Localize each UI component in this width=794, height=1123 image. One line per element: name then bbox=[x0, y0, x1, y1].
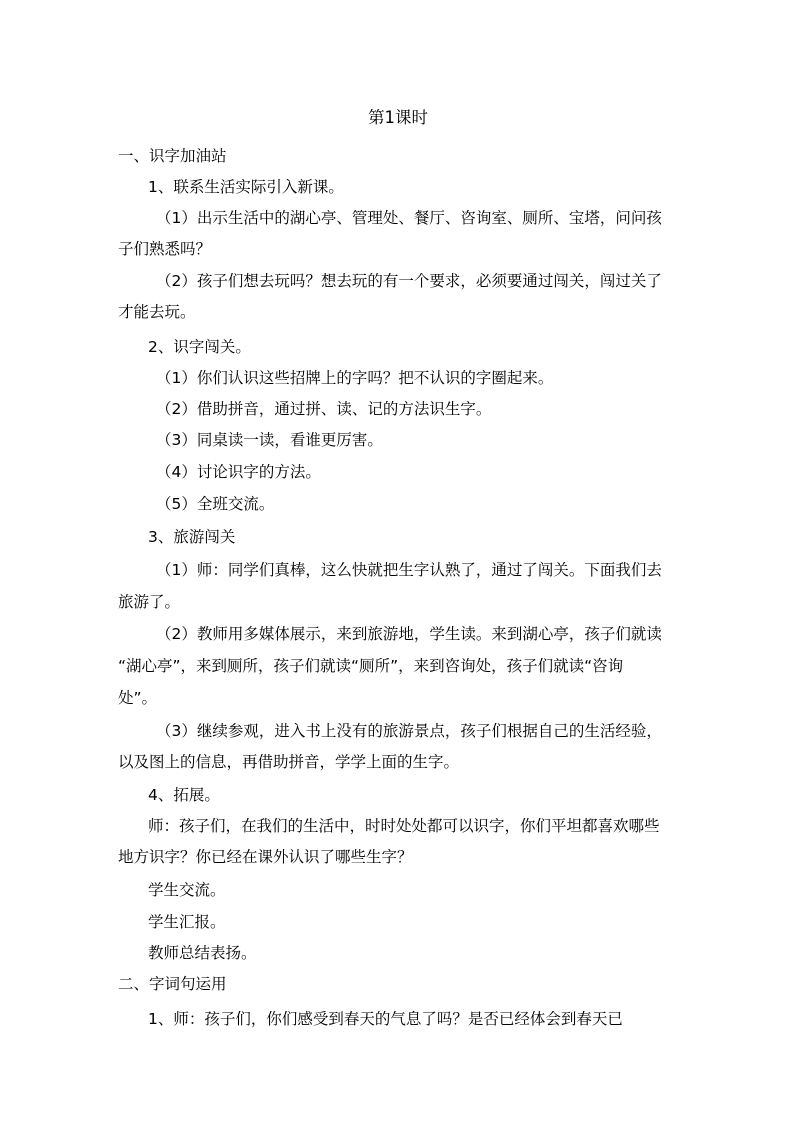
paragraph-line: 1、师：孩子们，你们感受到春天的气息了吗？是否已经体会到春天已 bbox=[148, 1010, 623, 1028]
paragraph-line: （4）讨论识字的方法。 bbox=[156, 463, 321, 481]
page-title: 第1课时 bbox=[368, 108, 428, 127]
paragraph-line: （5）全班交流。 bbox=[156, 495, 275, 513]
paragraph-line: （3）同桌读一读，看谁更厉害。 bbox=[156, 431, 383, 449]
paragraph-line: 教师总结表扬。 bbox=[148, 944, 257, 962]
section-heading-2: 二、字词句运用 bbox=[118, 975, 227, 993]
paragraph-line: 处”。 bbox=[118, 689, 158, 707]
paragraph-line: 学生交流。 bbox=[148, 881, 226, 899]
paragraph-line: “湖心亭”，来到厕所，孩子们就读“厕所”，来到咨询处，孩子们就读“咨询 bbox=[118, 657, 624, 675]
paragraph-line: 旅游了。 bbox=[118, 593, 181, 611]
paragraph-line: 地方识字？你已经在课外认识了哪些生字？ bbox=[118, 848, 413, 866]
paragraph-line: 以及图上的信息，再借助拼音，学学上面的生字。 bbox=[118, 753, 460, 771]
paragraph-line: 师：孩子们，在我们的生活中，时时处处都可以识字，你们平坦都喜欢哪些 bbox=[148, 817, 660, 835]
step-heading: 2、识字闯关。 bbox=[148, 338, 251, 356]
paragraph-line: （1）你们认识这些招牌上的字吗？把不认识的字圈起来。 bbox=[156, 369, 554, 387]
paragraph-line: 子们熟悉吗？ bbox=[118, 240, 212, 258]
paragraph-line: （2）孩子们想去玩吗？想去玩的有一个要求，必须要通过闯关，闯过关了 bbox=[156, 272, 662, 290]
paragraph-line: （1）出示生活中的湖心亭、管理处、餐厅、咨询室、厕所、宝塔，问问孩 bbox=[156, 209, 662, 227]
paragraph-line: （2）教师用多媒体展示，来到旅游地，学生读。来到湖心亭，孩子们就读 bbox=[156, 625, 662, 643]
paragraph-line: 才能去玩。 bbox=[118, 303, 196, 321]
section-heading-1: 一、识字加油站 bbox=[118, 147, 227, 165]
paragraph-line: （2）借助拼音，通过拼、读、记的方法识生字。 bbox=[156, 400, 492, 418]
step-heading: 4、拓展。 bbox=[148, 786, 220, 804]
step-heading: 1、联系生活实际引入新课。 bbox=[148, 178, 344, 196]
paragraph-line: （1）师：同学们真棒，这么快就把生字认熟了，通过了闯关。下面我们去 bbox=[156, 561, 662, 579]
step-heading: 3、旅游闯关 bbox=[148, 528, 236, 546]
paragraph-line: 学生汇报。 bbox=[148, 913, 226, 931]
paragraph-line: （3）继续参观，进入书上没有的旅游景点，孩子们根据自己的生活经验， bbox=[156, 722, 662, 740]
